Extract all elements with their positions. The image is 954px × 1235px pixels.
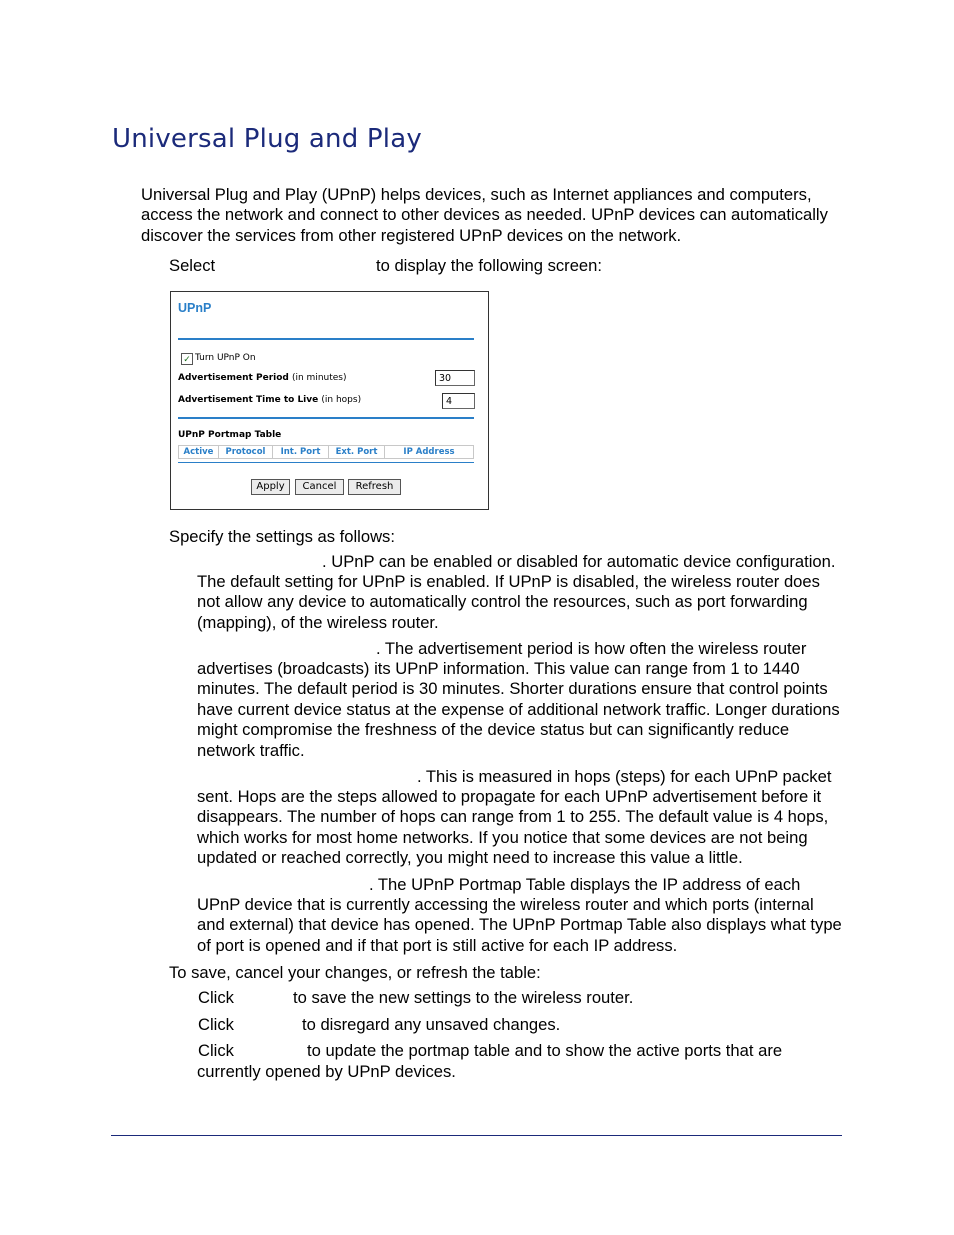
panel-divider-top <box>178 338 474 340</box>
col-int-port: Int. Port <box>273 446 329 458</box>
select-prefix: Select <box>169 256 216 275</box>
intro-paragraph: Universal Plug and Play (UPnP) helps devices, such as Internet appliances and computers, access the network and connect to other devices as needed. UPnP devices can automatically discover the services from other registered UPnP devices on the network. <box>141 185 828 245</box>
setting-2-line1: . The advertisement period is how often the wireless router <box>376 639 807 658</box>
adv-ttl-label: Advertisement Time to Live (in hops) <box>178 395 362 405</box>
portmap-table-header <box>178 445 474 459</box>
save-intro: To save, cancel your changes, or refresh the table: <box>169 963 541 982</box>
apply-button[interactable]: Apply <box>251 479 290 495</box>
col-ext-port: Ext. Port <box>329 446 385 458</box>
adv-period-input[interactable]: 30 <box>435 370 475 386</box>
setting-4-line1: . The UPnP Portmap Table displays the IP address of each <box>369 875 801 894</box>
action-1-text: to save the new settings to the wireless router. <box>293 988 634 1007</box>
cancel-button[interactable]: Cancel <box>295 479 344 495</box>
adv-period-label: Advertisement Period (in minutes) <box>178 373 347 383</box>
setting-3-line1: . This is measured in hops (steps) for each UPnP packet <box>417 767 832 786</box>
col-active: Active <box>179 446 219 458</box>
action-2-click: Click <box>198 1015 234 1034</box>
setting-2-rest: advertises (broadcasts) its UPnP information. This value can range from 1 to 1440 minutes. The default period is 30 minutes. Shorter durations ensure that control points have current device status at the expense of additional network traffic. Longer durations might compromise the freshness of the device status but can significantly reduce network traffic. <box>197 659 840 760</box>
col-protocol: Protocol <box>219 446 273 458</box>
turn-upnp-on-checkbox[interactable]: ✓ <box>181 353 193 365</box>
page-title: Universal Plug and Play <box>112 124 422 154</box>
action-3-rest: currently opened by UPnP devices. <box>197 1062 456 1081</box>
setting-4-rest: UPnP device that is currently accessing the wireless router and which ports (internal and external) that device has opened. The UPnP Portmap Table also displays what type of port is opened and if that port is still active for each IP address. <box>197 895 842 955</box>
panel-divider-mid <box>178 417 474 419</box>
col-ip-address: IP Address <box>403 447 455 457</box>
turn-upnp-on-label: Turn UPnP On <box>195 353 256 363</box>
footer-rule <box>111 1135 842 1136</box>
setting-1-line1: . UPnP can be enabled or disabled for automatic device configuration. <box>322 552 836 571</box>
setting-1-rest: The default setting for UPnP is enabled. If UPnP is disabled, the wireless router does not allow any device to automatically control the resources, such as port forwarding (mapping), of the wireless router. <box>197 572 820 632</box>
select-suffix: to display the following screen: <box>376 256 602 275</box>
refresh-button[interactable]: Refresh <box>348 479 401 495</box>
action-3-click: Click <box>198 1041 234 1060</box>
action-1-click: Click <box>198 988 234 1007</box>
action-3-text: to update the portmap table and to show the active ports that are <box>307 1041 783 1060</box>
panel-title: UPnP <box>178 301 212 315</box>
adv-ttl-input[interactable]: 4 <box>442 393 475 409</box>
panel-divider-bottom <box>178 462 474 463</box>
setting-3-rest: sent. Hops are the steps allowed to propagate for each UPnP advertisement before it disappears. The number of hops can range from 1 to 255. The default value is 4 hops, which works for most home networks. If you notice that some devices are not being updated or reached correctly, you might need to increase this value a little. <box>197 787 829 868</box>
specify-heading: Specify the settings as follows: <box>169 527 395 546</box>
action-2-text: to disregard any unsaved changes. <box>302 1015 561 1034</box>
upnp-screenshot-panel <box>170 291 489 510</box>
portmap-table-title: UPnP Portmap Table <box>178 430 282 440</box>
